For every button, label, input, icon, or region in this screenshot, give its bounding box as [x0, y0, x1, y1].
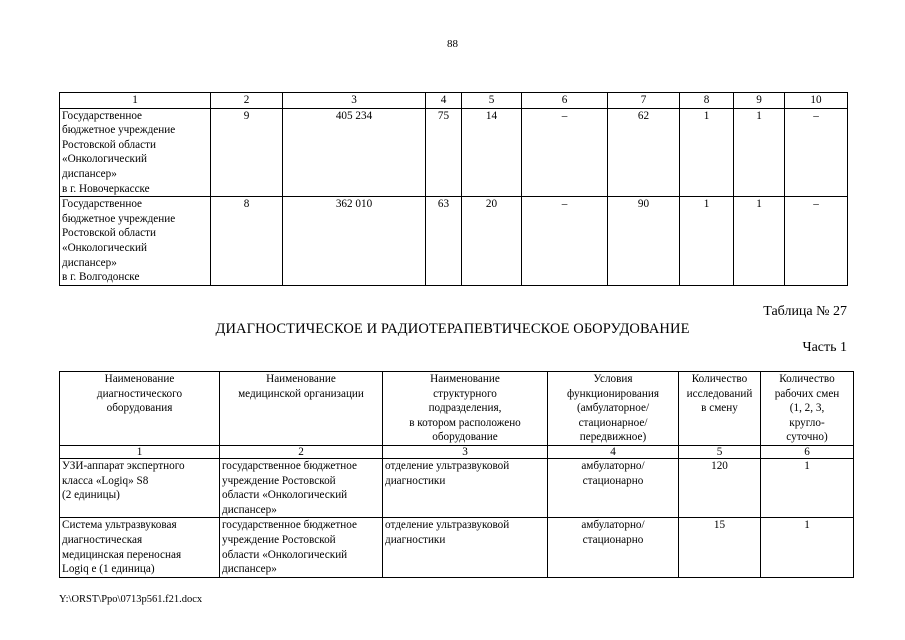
department-cell-line: диагностики	[385, 474, 446, 487]
value-cell: 1	[734, 108, 785, 197]
column-header-line: в смену	[701, 402, 738, 415]
shifts-cell: 1	[761, 518, 854, 577]
column-number: 6	[761, 445, 854, 458]
organization-cell-line: диспансер»	[222, 563, 277, 576]
column-number: 4	[548, 445, 679, 458]
column-header-line: передвижное)	[579, 431, 647, 444]
institution-name-cell-line: диспансер»	[62, 256, 117, 269]
organization-cell	[220, 458, 383, 517]
column-header-line: диагностического	[96, 387, 183, 400]
table-row	[60, 197, 848, 286]
column-number: 1	[60, 93, 211, 109]
studies-per-shift-cell: 120	[679, 458, 761, 517]
institution-name-cell-line: Государственное	[62, 198, 143, 211]
column-header-line: оборудование	[432, 431, 498, 444]
table-number: Таблица № 27	[763, 304, 847, 319]
equipment-cell-line: (2 единицы)	[62, 489, 120, 502]
conditions-cell-line: стационарно	[582, 474, 644, 487]
organization-cell	[220, 518, 383, 577]
column-header-line: Количество	[691, 373, 748, 385]
column-header-line: стационарное/	[578, 416, 648, 429]
column-number: 10	[785, 93, 848, 109]
column-header-line: структурного	[433, 387, 497, 400]
shifts-cell: 1	[761, 458, 854, 517]
column-number: 5	[679, 445, 761, 458]
institution-name-cell-line: в г. Волгодонске	[62, 271, 140, 284]
organization-cell-line: учреждение Ростовской	[222, 474, 336, 487]
value-cell: 9	[211, 108, 283, 197]
column-header	[679, 372, 761, 446]
value-cell: 20	[462, 197, 522, 286]
equipment-cell-line: Logiq e (1 единица)	[62, 563, 155, 576]
department-cell-line: диагностики	[385, 533, 446, 546]
column-header-line: функционирования	[567, 387, 659, 400]
value-cell: 62	[608, 108, 680, 197]
department-cell	[383, 518, 548, 577]
value-cell: 405 234	[283, 108, 426, 197]
studies-per-shift-cell: 15	[679, 518, 761, 577]
conditions-cell-line: амбулаторно/	[581, 519, 645, 532]
value-cell: 362 010	[283, 197, 426, 286]
equipment-cell-line: класса «Logiq» S8	[62, 474, 149, 487]
table-2	[59, 371, 854, 578]
column-number: 3	[383, 445, 548, 458]
column-number: 2	[220, 445, 383, 458]
column-number-row	[60, 93, 848, 109]
value-cell: –	[785, 108, 848, 197]
value-cell: 1	[680, 108, 734, 197]
column-header-line: подразделения,	[428, 402, 502, 415]
organization-cell-line: учреждение Ростовской	[222, 533, 336, 546]
table-row	[60, 518, 854, 577]
institution-name-cell-line: диспансер»	[62, 167, 117, 180]
department-cell-line: отделение ультразвуковой	[385, 459, 510, 472]
column-header	[761, 372, 854, 446]
institution-name-cell-line: «Онкологический	[62, 153, 147, 166]
column-header-line: кругло-	[789, 416, 825, 429]
institution-name-cell-line: бюджетное учреждение	[62, 212, 176, 225]
value-cell: 8	[211, 197, 283, 286]
column-number: 4	[426, 93, 462, 109]
column-number: 2	[211, 93, 283, 109]
column-number: 5	[462, 93, 522, 109]
equipment-cell	[60, 518, 220, 577]
table-title: ДИАГНОСТИЧЕСКОЕ И РАДИОТЕРАПЕВТИЧЕСКОЕ ОБОРУДОВАНИЕ	[215, 321, 690, 337]
value-cell: 14	[462, 108, 522, 197]
value-cell: 1	[734, 197, 785, 286]
table-row	[60, 108, 848, 197]
column-number: 9	[734, 93, 785, 109]
value-cell: 63	[426, 197, 462, 286]
institution-name-cell-line: бюджетное учреждение	[62, 124, 176, 137]
equipment-cell-line: Система ультразвуковая	[62, 519, 177, 532]
value-cell: 90	[608, 197, 680, 286]
column-header	[220, 372, 383, 446]
institution-name-cell-line: в г. Новочеркасске	[62, 182, 150, 195]
column-header-line: Наименование	[104, 373, 175, 385]
value-cell: –	[522, 197, 608, 286]
institution-name-cell-line: Государственное	[62, 109, 143, 122]
organization-cell-line: государственное бюджетное	[222, 459, 357, 472]
conditions-cell-line: амбулаторно/	[581, 459, 645, 472]
part-label: Часть 1	[802, 340, 847, 355]
header-row	[60, 372, 854, 446]
column-header-line: (амбулаторное/	[576, 402, 650, 415]
equipment-cell-line: диагностическая	[62, 533, 143, 546]
value-cell: –	[785, 197, 848, 286]
equipment-cell	[60, 458, 220, 517]
column-header-line: исследований	[686, 387, 753, 400]
column-number: 6	[522, 93, 608, 109]
column-header-line: Наименование	[430, 373, 500, 385]
column-header-line: оборудования	[106, 402, 173, 415]
column-number: 7	[608, 93, 680, 109]
column-header-line: Количество	[779, 373, 835, 385]
department-cell	[383, 458, 548, 517]
organization-cell-line: государственное бюджетное	[222, 519, 357, 532]
table-1	[59, 92, 848, 286]
footer-file-path: Y:\ORST\Ppo\0713p561.f21.docx	[59, 594, 203, 605]
column-header-line: Наименование	[266, 373, 336, 385]
conditions-cell	[548, 518, 679, 577]
institution-name-cell	[60, 108, 211, 197]
equipment-cell-line: медицинская переносная	[62, 548, 182, 561]
value-cell: 1	[680, 197, 734, 286]
conditions-cell-line: стационарно	[582, 533, 644, 546]
conditions-cell	[548, 458, 679, 517]
column-header-line: суточно)	[786, 431, 828, 444]
institution-name-cell-line: Ростовской области	[62, 138, 156, 151]
institution-name-cell-line: «Онкологический	[62, 241, 147, 254]
column-header-line: медицинской организации	[238, 387, 364, 400]
column-header-line: рабочих смен	[774, 387, 840, 400]
equipment-cell-line: УЗИ-аппарат экспертного	[62, 459, 185, 472]
column-number-row	[60, 445, 854, 458]
column-header-line: в котором расположено	[409, 416, 521, 429]
organization-cell-line: области «Онкологический	[222, 489, 348, 502]
institution-name-cell	[60, 197, 211, 286]
page-number: 88	[447, 38, 458, 50]
column-number: 1	[60, 445, 220, 458]
column-number: 8	[680, 93, 734, 109]
value-cell: 75	[426, 108, 462, 197]
table-row	[60, 458, 854, 517]
organization-cell-line: диспансер»	[222, 503, 277, 516]
column-header-line: (1, 2, 3,	[789, 402, 825, 415]
column-header-line: Условия	[593, 373, 633, 385]
column-header	[60, 372, 220, 446]
column-header	[383, 372, 548, 446]
organization-cell-line: области «Онкологический	[222, 548, 348, 561]
institution-name-cell-line: Ростовской области	[62, 227, 156, 240]
column-header	[548, 372, 679, 446]
value-cell: –	[522, 108, 608, 197]
department-cell-line: отделение ультразвуковой	[385, 519, 510, 532]
column-number: 3	[283, 93, 426, 109]
